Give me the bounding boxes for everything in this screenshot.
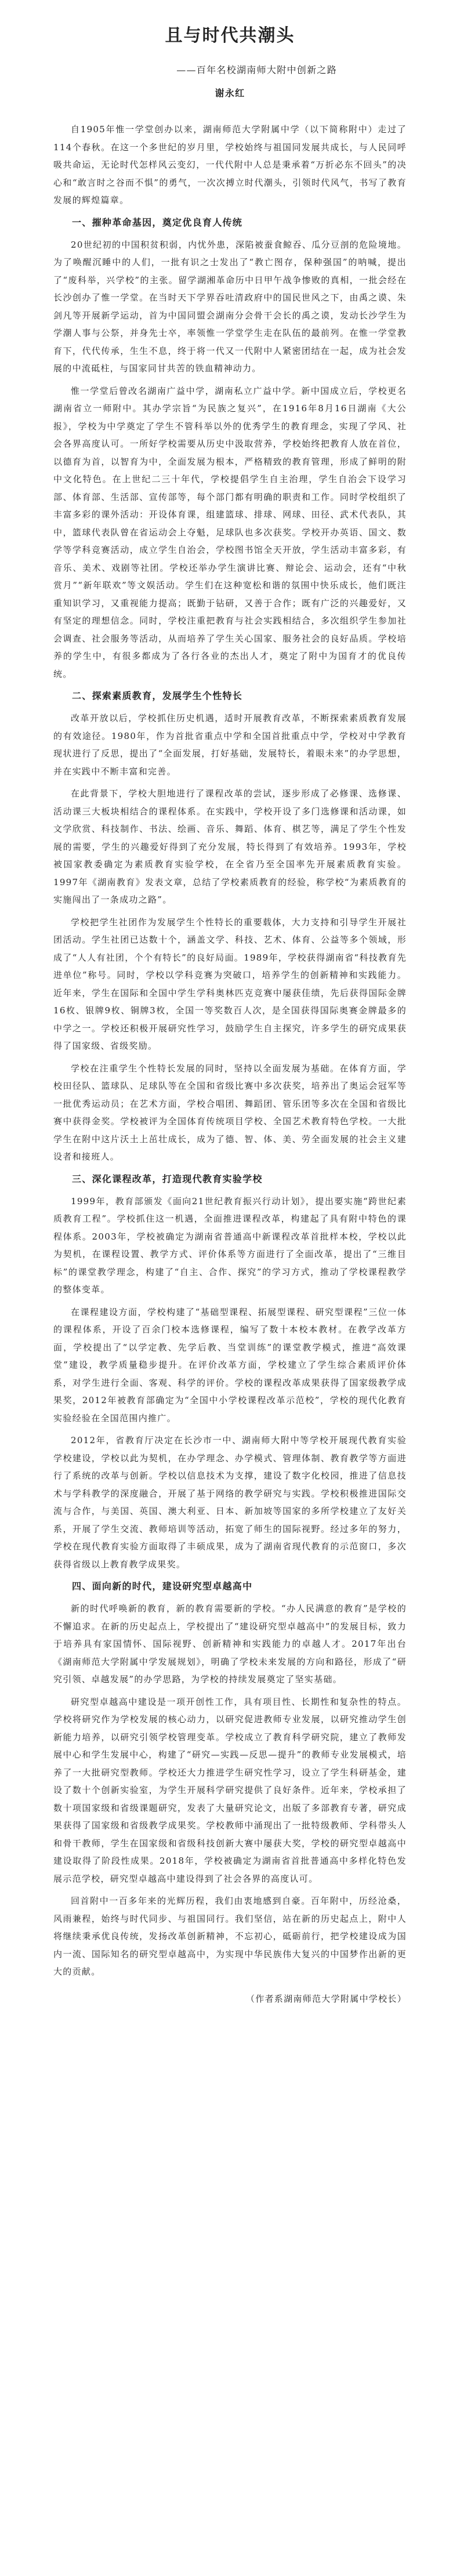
body-paragraph: 20世纪初的中国积贫积弱，内忧外患，深陷被蚕食鲸吞、瓜分豆剖的危险境地。为了唤醒沉睡中的人们，一批有识之士发出了“教亡图存，保种强国”的呐喊，提出了“废科举，兴学校”的主张。留学湖湘革命历中日甲午战争惨败的真相，一批会经在长沙创办了惟一学堂。在当时天下学界吞吐清政府中的国民世风之下，由禹之谟、朱剑凡等开展新学运动，首为中国同盟会湖南分会骨干会长的禹之谟，发动长沙学生为学潮人事与公祭，并身先士卒，率领惟一学堂学生走在队伍的最前列。在惟一学堂教育下，代代传承，生生不息，终于将一代又一代附中人紧密团结在一起，成为社会发展的中流砥柱，与国家同甘共苦的铁血精神动力。	[53, 239, 407, 374]
body-paragraph: 新的时代呼唤新的教育，新的教育需要新的学校。“办人民满意的教育”是学校的不懈追求。在新的历史起点上，学校提出了“建设研究型卓越高中”的发展目标，致力于培养具有家国情怀、国际视野、创新精神和实践能力的卓越人才。2017年出台《湖南师范大学附属中学发展规划》，明确了学校未来发展的方向和路径，形成了“研究引领、卓越发展”的办学思路，为学校的持续发展奠定了坚实基础。	[53, 1603, 407, 1684]
body-paragraph: 学校把学生社团作为发展学生个性特长的重要载体，大力支持和引导学生开展社团活动。学生社团已达数十个，涵盖文学、科技、艺术、体育、公益等多个领域，形成了“人人有社团，个个有特长”的良好局面。1989年，学校获得湖南省“科技教育先进单位”称号。同时，学校以学科竞赛为突破口，培养学生的创新精神和实践能力。近年来，学生在国际和全国中学生学科奥林匹克竞赛中屡获佳绩，先后获得国际金牌16枚、银牌9枚、铜牌3枚，全国一等奖数百人次，是全国获得国际奥赛金牌最多的中学之一。学校还积极开展研究性学习，鼓励学生自主探究，许多学生的研究成果获得了国家级、省级奖励。	[53, 916, 407, 1051]
section-heading: 三、深化课程改革，打造现代教育实验学校	[72, 1173, 263, 1184]
body-paragraph: 1999年，教育部颁发《面向21世纪教育振兴行动计划》，提出要实施“跨世纪素质教育工程”。学校抓住这一机遇，全面推进课程改革，构建起了具有附中特色的课程体系。2003年，学校被确定为湖南省普通高中新课程改革首批样本校，学校以此为契机，在课程设置、教学方式、评价体系等方面进行了全面改革，提出了“三维目标”的课堂教学理念，构建了“自主、合作、探究”的学习方式，推动了学校课程教学的整体变革。	[53, 1195, 407, 1295]
section-heading: 二、探索素质教育，发展学生个性特长	[72, 690, 243, 701]
body-paragraph: 回首附中一百多年来的光辉历程，我们由衷地感到自豪。百年附中，历经沧桑，风雨兼程，始终与时代同步、与祖国同行。我们坚信，站在新的历史起点上，附中人将继续秉承优良传统，发扬改革创新精神，不忘初心，砥砺前行，把学校建设成为国内一流、国际知名的研究型卓越高中，为实现中华民族伟大复兴的中国梦作出新的更大的贡献。	[53, 1896, 407, 1977]
body-paragraph: 在课程建设方面，学校构建了“基础型课程、拓展型课程、研究型课程”三位一体的课程体系，开设了百余门校本选修课程，编写了数十本校本教材。在教学改革方面，学校提出了“以学定教、先学后教、当堂训练”的课堂教学模式，推进“高效课堂”建设，教学质量稳步提升。在评价改革方面，学校建立了学生综合素质评价体系，对学生进行全面、客观、科学的评价。学校的课程改革成果获得了国家级教学成果奖，2012年被教育部确定为“全国中小学校课程改革示范校”，学校的现代化教育实验经验在全国范围内推广。	[53, 1306, 407, 1423]
body-paragraph: 改革开放以后，学校抓住历史机遇，适时开展教育改革，不断探索素质教育发展的有效途径。1980年，作为首批省重点中学和全国首批重点中学，学校对中学教育现状进行了反思，提出了“全面发展，打好基础，发展特长，着眼未来”的办学思想，并在实践中不断丰富和完善。	[53, 713, 407, 777]
body-paragraph: 2012年，省教育厅决定在长沙市一中、湖南师大附中等学校开展现代教育实验学校建设，学校以此为契机，在办学理念、办学模式、管理体制、教育教学等方面进行了系统的改革与创新。学校以信息技术为支撑，建设了数字化校园，推进了信息技术与学科教学的深度融合，开展了基于网络的教学研究与实践。学校积极推进国际交流与合作，与美国、英国、澳大利亚、日本、新加坡等国家的多所学校建立了友好关系，开展了学生交流、教师培训等活动，拓宽了师生的国际视野。经过多年的努力，学校在现代教育实验方面取得了丰硕成果，成为了湖南省现代教育的示范窗口，多次获得省级以上教育教学成果奖。	[53, 1435, 407, 1570]
article-subtitle: ——百年名校湖南师大附中创新之路	[176, 64, 337, 75]
article-author: 谢永红	[215, 88, 245, 99]
body-paragraph: 惟一学堂后曾改名湖南广益中学，湖南私立广益中学。新中国成立后，学校更名湖南省立一师附中。其办学宗旨“为民族之复兴”，在1916年8月16日湖南《大公报》，学校为中学奠定了学生不管科举以外的优秀学生的教育理念，实现了学风、社会各界高度认可。一所好学校需要从历史中汲取营养，学校始终把教育人放在首位，以德育为首，以智育为中，全面发展为根本，严格精致的教育管理，形成了鲜明的附中文化特色。在上世纪二三十年代，学校提倡学生自主治理，学生自治会下设学习部、体育部、生活部、宣传部等，每个部门都有明确的职责和工作。同时学校组织了丰富多彩的课外活动：开设体育课，组建篮球、排球、网球、田径、武术代表队，其中，篮球代表队曾在省运动会上夺魁，足球队也多次获奖。学校开办英语、国文、数学等学科竞赛活动，成立学生自治会，学校图书馆全天开放，学生活动丰富多彩，有音乐、美术、戏剧等社团。学校还举办学生演讲比赛、辩论会、运动会，还有“中秋赏月”“新年联欢”等文娱活动。学生们在这种宽松和谐的氛围中快乐成长，他们既注重知识学习，又重视能力提高；既勤于钻研，又善于合作；既有广泛的兴趣爱好，又有坚定的理想信念。同时，学校注重把教育与社会实践相结合，多次组织学生参加社会调查、社会服务等活动，从而培养了学生关心国家、服务社会的良好品质。学校培养的学生中，有很多都成为了各行各业的杰出人才，奠定了附中为国育才的优良传统。	[53, 385, 407, 679]
body-paragraph: 在此背景下，学校大胆地进行了课程改革的尝试，逐步形成了必修课、选修课、活动课三大板块相结合的课程体系。在实践中，学校开设了多门选修课和活动课，如文学欣赏、科技制作、书法、绘画、音乐、舞蹈、体育、棋艺等，满足了学生个性发展的需要，学生的兴趣爱好得到了充分发展，特长得到了有效培养。1993年，学校被国家教委确定为素质教育实验学校，在全省乃至全国率先开展素质教育实验。1997年《湖南教育》发表文章，总结了学校素质教育的经验，称学校“为素质教育的实施闯出了一条成功之路”。	[53, 788, 407, 905]
section-heading: 四、面向新的时代，建设研究型卓越高中	[72, 1581, 253, 1592]
body-paragraph: 学校在注重学生个性特长发展的同时，坚持以全面发展为基础。在体育方面，学校田径队、篮球队、足球队等在全国和省级比赛中多次获奖，培养出了奥运会冠军等一批优秀运动员；在艺术方面，学校合唱团、舞蹈团、管乐团等多次在全国和省级比赛中获得金奖。学校被评为全国体育传统项目学校、全国艺术教育特色学校。一大批学生在附中这片沃土上茁壮成长，成为了德、智、体、美、劳全面发展的社会主义建设者和接班人。	[53, 1063, 407, 1162]
section-heading: 一、摧种革命基因，奠定优良育人传统	[72, 216, 243, 228]
article-title: 且与时代共潮头	[165, 26, 295, 46]
intro-paragraph: 自1905年惟一学堂创办以来，湖南师范大学附属中学（以下简称附中）走过了114个春秋。在这一个多世纪的岁月里，学校始终与祖国同发展共成长，与人民同呼吸共命运，无论时代怎样风云变幻，一代代附中人总是秉承着“万折必东不回头”的决心和“敢言时之谷而不惧”的勇气，一次次搏立时代潮头，引领时代风气，书写了教育发展的辉煌篇章。	[53, 124, 407, 205]
author-signoff: （作者系湖南师范大学附属中学校长）	[245, 1993, 407, 2004]
body-paragraph: 研究型卓越高中建设是一项开创性工作，具有项目性、长期性和复杂性的特点。学校将研究作为学校发展的核心动力，以研究促进教师专业发展，以研究推动学生创新能力培养，以研究引领学校管理变革。学校成立了教育科学研究院，建立了教师发展中心和学生发展中心，构建了“研究—实践—反思—提升”的教师专业发展模式，培养了一大批研究型教师。学校还大力推进学生研究性学习，设立了学生科研基金，建设了数十个创新实验室，为学生开展科学研究提供了良好条件。近年来，学校承担了数十项国家级和省级课题研究，发表了大量研究论文，出版了多部教育专著，研究成果获得了国家级和省级教学成果奖。学校教师中涌现出了一批特级教师、学科带头人和骨干教师，学生在国家级和省级科技创新大赛中屡获大奖，学校的研究型卓越高中建设取得了阶段性成果。2018年，学校被确定为湖南省首批普通高中多样化特色发展示范学校，研究型卓越高中建设得到了社会各界的高度认可。	[53, 1696, 407, 1884]
